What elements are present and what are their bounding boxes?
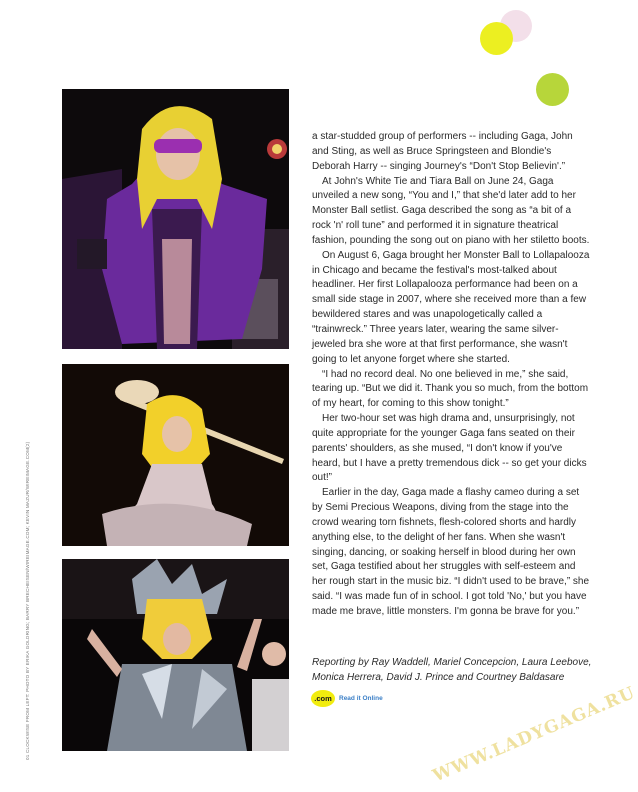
article-body: [312, 130, 592, 620]
read-online[interactable]: [311, 690, 383, 707]
photo-purple-jacket: [62, 89, 289, 349]
watermark: WWW.LADYGAGA.RU: [430, 682, 638, 787]
article-paragraph: “I had no record deal. No one believed in me,” she said, tearing up. “But we did it. Thank you so much, from the bottom of my heart, for coming to this show tonight.”: [312, 368, 589, 410]
decor-dot-yellow: [480, 22, 513, 55]
read-online-link[interactable]: Read it Online: [339, 695, 383, 702]
reporting-credits: Reporting by Ray Waddell, Mariel Concepcion, Laura Leebove, Monica Herrera, David J. Prince and Courtney Baldasare: [312, 657, 592, 683]
article-paragraph: Earlier in the day, Gaga made a flashy cameo during a set by Semi Precious Weapons, diving from the stage into the crowd wearing torn fishnets, flesh-colored shorts and hardly anything else, to the delight of her fans. When she wasn't singing, dancing, or soaking herself in blood during her own set, Gaga testified about her struggles with self-esteem and her rough start in the music biz. “I didn't used to be brave,” she said. “I was made fun of in school. I got told 'No,' but you have made me brave, little monsters. I'm gonna be brave for you.”: [312, 487, 590, 617]
photo-silver-costume: [62, 559, 289, 751]
article-paragraph: On August 6, Gaga brought her Monster Ball to Lollapalooza in Chicago and became the festival's most-talked about headliner. Her first Lollapalooza performance had been on a small side stage in 2007, where she received more than a few bewildered stares and was unapologetically called a “trainwreck.” Three years later, wearing the same silver-jeweled bra she wore at that first performance, she wasn't going to let anyone forget where she started.: [312, 249, 590, 365]
photo-staff: [62, 364, 289, 546]
com-badge: .com: [311, 690, 335, 707]
decor-dot-lime: [536, 73, 569, 106]
photo-credit: 01 CLOCKWISE FROM LEFT: PHOTO BY ERIKA GOLDRING; BARRY BRECHEISEN/WIREIMAGE.COM; KEVIN MAZUR/WIREIMAGE.COM(2): [25, 441, 30, 760]
article-paragraph: At John's White Tie and Tiara Ball on June 24, Gaga unveiled a new song, “You and I,” that she'd later add to her Monster Ball setlist. Gaga described the song as “a bit of a rock 'n' roll tune” and performed it in signature theatrical fashion, pounding the song out on piano with her stiletto boots.: [312, 175, 590, 246]
article-paragraph: a star-studded group of performers -- including Gaga, John and Sting, as well as Bruce Springsteen and Blondie's Deborah Harry -- singing Journey's “Don't Stop Believin'.”: [312, 131, 573, 172]
article-paragraph: Her two-hour set was high drama and, unsurprisingly, not quite appropriate for the younger Gaga fans seated on their parents' shoulders, as she mused, “I don't know if you've heard, but I have a pretty tremendous dick -- so get your dicks out!”: [312, 413, 587, 484]
